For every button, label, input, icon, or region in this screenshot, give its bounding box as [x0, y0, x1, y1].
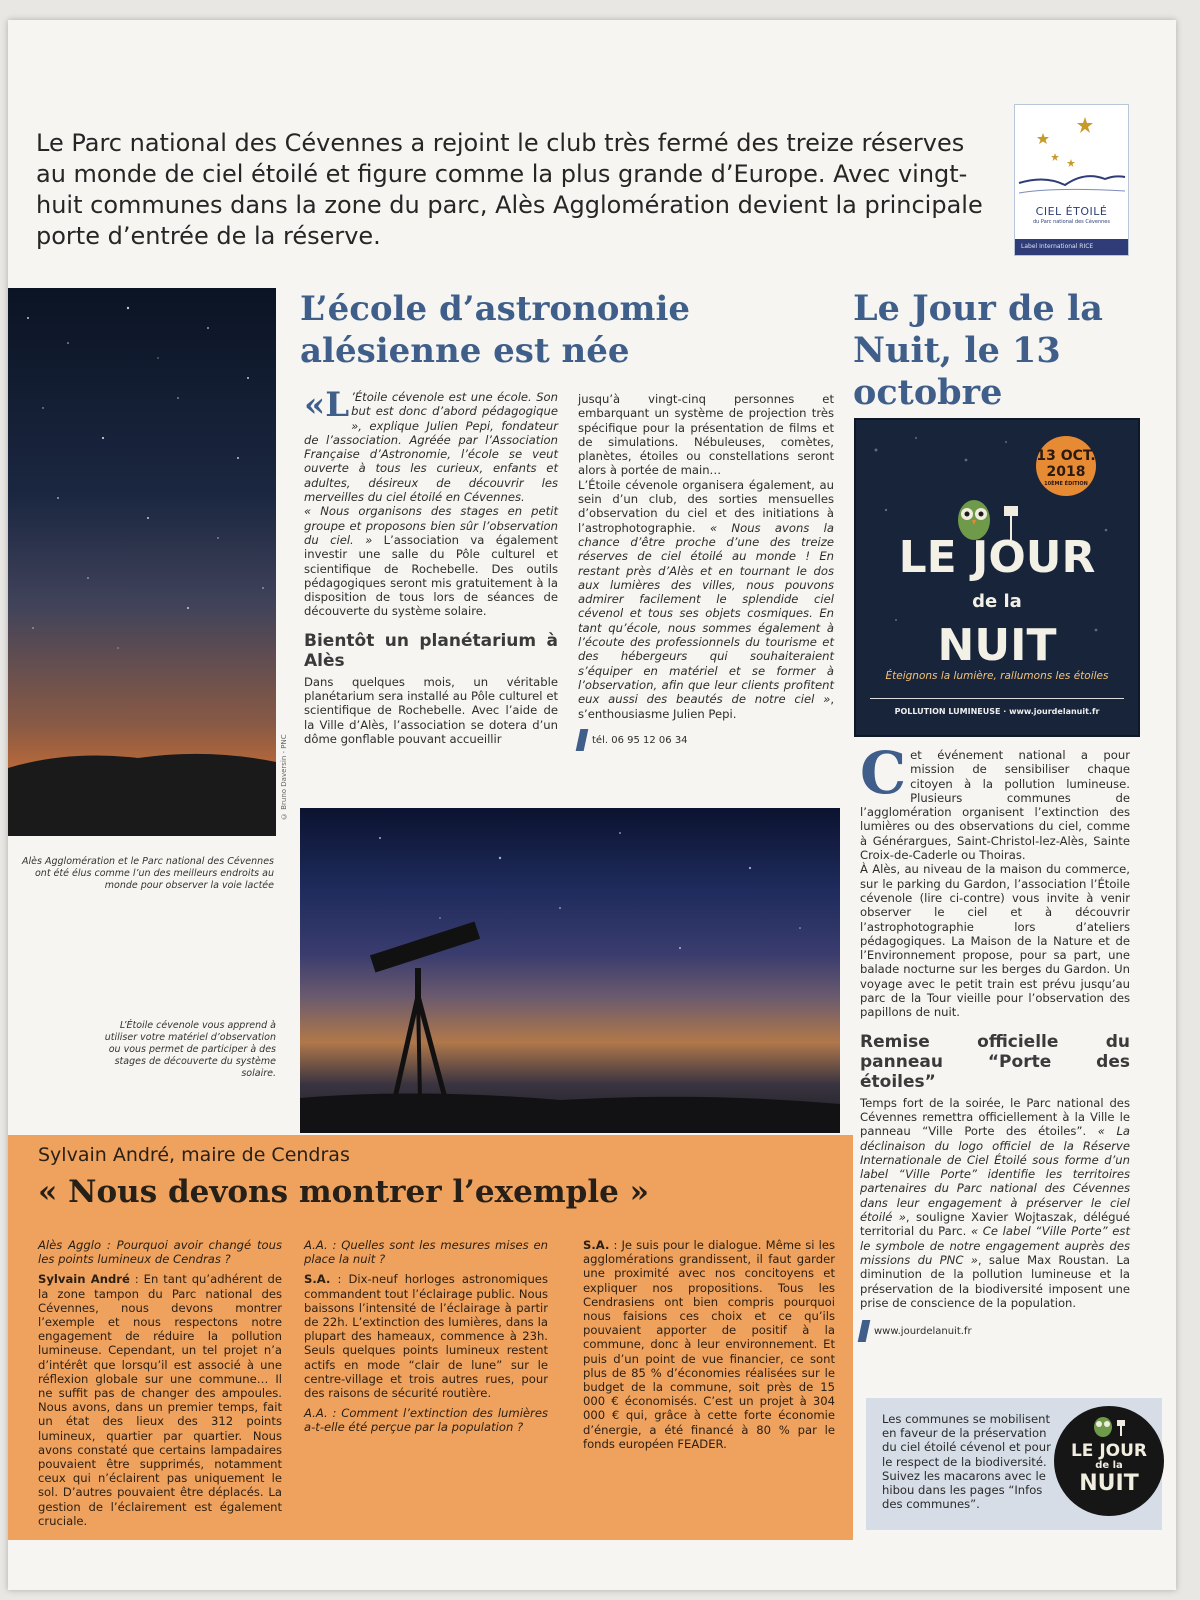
poster-title — [856, 532, 1138, 671]
telescope-caption: L’Étoile cévenole vous apprend à utiliser votre matériel d’observation ou vous permet de participer à des stages de découverte du système solaire. — [104, 1020, 276, 1079]
ecole-column-1 — [304, 385, 559, 746]
poster-title-line-3: NUIT — [937, 620, 1057, 671]
macaron-line-1: LE JOUR — [1070, 1441, 1148, 1461]
telescope-icon — [370, 921, 480, 1100]
jour-headline: Le Jour de la Nuit, le 13 octobre — [853, 288, 1103, 413]
jour-para-3: Temps fort de la soirée, le Parc national des Cévennes remettra officiellement à la Ville le panneau “Ville Porte des étoiles”. — [860, 1095, 1130, 1139]
ecole-headline: L’école d’astronomie alésienne est née — [300, 289, 690, 371]
interview-question-2: A.A. : Quelles sont les mesures mises en place la nuit ? — [304, 1238, 548, 1267]
logo-subtitle: du Parc national des Cévennes — [1033, 219, 1110, 225]
poster-tagline: Éteignons la lumière, rallumons les étoiles — [885, 670, 1109, 682]
ecole-para-4: jusqu’à vingt-cinq personnes et embarquant un système de projection très spécifique pour la présentation de films et de simulations. Nébuleuses, comètes, planètes, étoiles ou constellations seront alors à portée de main… — [578, 392, 834, 478]
star-icon — [1015, 105, 1128, 205]
jour-column — [860, 739, 1131, 1342]
macaron-line-2: de la — [1095, 1460, 1123, 1471]
interview-headline: « Nous devons montrer l’exemple » — [38, 1174, 649, 1210]
poster-footer: POLLUTION LUMINEUSE · www.jourdelanuit.fr — [870, 698, 1124, 725]
newspaper-page — [8, 20, 1176, 1590]
jour-dropcap: C — [860, 739, 907, 807]
ecole-para-1: ’Étoile cévenole est une école. Son but est donc d’abord pédagogique », explique Julien Pepi, fondateur de l’association. Agréée par l’Association Française d’Astronomie, l’école se veut ouverte à tous les curieux, enfants et adultes, désireux de découvrir les merveilles du ciel étoilé en Cévennes. — [304, 390, 558, 505]
poster-edition: 10ÈME ÉDITION — [1044, 481, 1088, 487]
interview-columns-1-2 — [38, 1238, 548, 1534]
interview-answer-1: : En tant qu’adhérent de la zone tampon du Parc national des Cévennes, nous devons montrer l’exemple et nous respectons notre engagement de réduire la pollution lumineuse. Cependant, un tel projet n’a d’intérêt que lorsqu’il est associé à une réflexion globale sur une commune… Il ne suffit pas de changer des ampoules. Nous avons, dans un premier temps, fait un état des lieux des 312 points lumineux, quartier par quartier. Nous avons constaté que certains lampadaires pouvaient être supprimés, notamment ceux qui n’éclairent pas uniquement le sol. D’autres pouvaient être déplacés. La gestion de l’éclairement est également cruciale. — [38, 1272, 282, 1528]
telescope-photo — [300, 808, 840, 1133]
communes-info-text: Les communes se mobilisent en faveur de la préservation du ciel étoilé cévenol et pour le respect de la biodiversité. Suivez les macarons avec le hibou dans les pages “Infos des communes”. — [882, 1412, 1051, 1512]
ciel-etoile-logo — [1014, 104, 1129, 256]
interview-column-3 — [583, 1238, 835, 1457]
ecole-column-2 — [578, 392, 834, 751]
interview-answer-3-lead: S.A. — [583, 1238, 610, 1252]
planetarium-subhead: Bientôt un planétarium à Alès — [304, 630, 558, 671]
logo-band: Label International RICE — [1015, 239, 1128, 255]
jour-para-3-end: , souligne Xavier Wojtaszak, délégué territorial du Parc. — [860, 1210, 1130, 1239]
web-marker-icon — [858, 1320, 871, 1342]
photo-left-caption: Alès Agglomération et le Parc national des Cévennes ont été élus comme l’un des meilleurs endroits au monde pour observer la voie lactée — [22, 856, 274, 891]
interview-answer-2-lead: S.A. — [304, 1272, 331, 1287]
poster-title-line-1: LE JOUR — [898, 532, 1096, 583]
poster-title-line-2: de la — [972, 591, 1022, 612]
ecole-para-2: L’association va également investir une salle du Pôle culturel et scientifique de Rochebelle. Des outils pédagogiques seront mis gratuitement à la disposition de tous lors de séances de découverte du système solaire. — [304, 532, 559, 619]
ecole-para-5-quote: « Nous avons la chance d’être proche d’une des treize réserves de ciel étoilé au monde ! En restant près d’Alès et en tournant le dos aux lumières des villes, nous pouvons admirer facilement le splendide ciel cévenol et tous ses objets cosmiques. En tant qu’école, nous sommes également à l’écoute des professionnels du tourisme et des hébergeurs qui souhaiteraient s’équiper en matériel et se former à l’observation, afin que leur clients profitent eux aussi des beautés de notre ciel » — [578, 520, 834, 707]
jour-de-la-nuit-macaron — [1054, 1406, 1164, 1516]
photo-credit: © Bruno Daversin - PNC — [280, 734, 288, 820]
poster-date: 13 OCT. 2018 — [1036, 448, 1096, 480]
poster-date-badge — [1036, 436, 1096, 496]
interview-answer-2: : Dix-neuf horloges astronomiques commandent tout l’éclairage public. Nous baissons l’intensité de l’éclairage à partir de 22h. L’extinction des lumières, dans la plupart des hameaux, commence à 23h. Seuls quelques points lumineux restent actifs en mode “clair de lune” sur le centre-village et trois autres rues, pour des raisons de sécurité routière. — [304, 1272, 548, 1401]
ecole-dropquote: «L — [304, 385, 350, 425]
jour-para-4-end: , salue Max Roustan. La diminution de la pollution lumineuse et la préservation de la biodiversité imposent une prise de conscience de la population. — [860, 1252, 1130, 1310]
intro-paragraph: Le Parc national des Cévennes a rejoint le club très fermé des treize réserves au monde de ciel étoilé et figure comme la plus grande d’Europe. Avec vingt-huit communes dans la zone du parc, Alès Agglomération devient la principale porte d’entrée de la réserve. — [36, 129, 983, 250]
communes-info-box — [866, 1398, 1162, 1530]
jour-para-2: À Alès, au niveau de la maison du commerce, sur le parking du Gardon, l’association l’Étoile cévenole (lire ci-contre) vous invite à venir observer le ciel et à découvrir l’astrophotographie lors d’ateliers pédagogiques. La Maison de la Nature et de l’Environnement propose, pour sa part, une balade nocturne sur les berges du Gardon. Un voyage avec le petit train est prévu jusqu’au parc de la Tour vieille pour l’observation des papillons de nuit. — [860, 862, 1130, 1020]
jour-de-la-nuit-poster — [854, 418, 1140, 737]
interview-answer-1-lead: Sylvain André — [38, 1272, 130, 1287]
ecole-para-5: L’Étoile cévenole organisera également, au sein d’un club, des sorties mensuelles d’observation du ciel et des initiations à l’astrophotographie. — [578, 477, 834, 535]
ecole-para-2-quote: « Nous organisons des stages en petit groupe et proposons bien sûr l’observation du ciel. » — [304, 504, 558, 547]
owl-icon — [1089, 1416, 1129, 1438]
ecole-phone: tél. 06 95 12 06 34 — [592, 734, 688, 746]
porte-etoiles-subhead: Remise officielle du panneau “Porte des étoiles” — [860, 1031, 1130, 1092]
interview-question-3: A.A. : Comment l’extinction des lumières a-t-elle été perçue par la population ? — [304, 1406, 548, 1435]
interview-answer-3: : Je suis pour le dialogue. Même si les agglomérations grandissent, il faut garder une proximité avec nos concitoyens et expliquer nos propositions. Tous les Cendrasiens ont bien compris pourquoi nous faisions ces choix et ce qu’ils pouvaient apporter de positif à la commune, donc à leur environnement. Et puis d’un point de vue financier, ce sont plus de 85 % d’économies réalisées sur le budget de la commune, soit près de 15 000 € économisés. C’est un projet à 304 000 € qui, grâce à cette forte économie d’énergie, a été financé à 80 % par le fonds européen FEADER. — [583, 1238, 835, 1451]
phone-marker-icon — [576, 729, 589, 751]
jour-website: www.jourdelanuit.fr — [874, 1326, 972, 1338]
jour-para-3-quote: « La déclinaison du logo officiel de la Réserve Internationale de Ciel Étoilé sous forme d’un label “Ville Porte” identifie les territoires partenaires du Parc national des Cévennes dans leur engagement à préserver le ciel étoilé » — [860, 1124, 1131, 1225]
ecole-para-5-end: , s’enthousiasme Julien Pepi. — [578, 692, 834, 721]
logo-title: CIEL ÉTOILÉ — [1035, 205, 1108, 218]
jour-para-4-quote: « Ce label “Ville Porte” est le symbole de notre engagement auprès des missions du PNC » — [860, 1224, 1131, 1267]
jour-para-1: et événement national a pour mission de sensibiliser chaque citoyen à la pollution lumineuse. Plusieurs communes de l’agglomération organisent l’extinction des lumières ou des observations du ciel, comme à Générargues, Saint-Christol-lez-Alès, Sainte Croix-de-Caderle ou Thoiras. — [860, 748, 1130, 863]
interview-byline: Sylvain André, maire de Cendras — [38, 1144, 350, 1166]
interview-question-1: Alès Agglo : Pourquoi avoir changé tous les points lumineux de Cendras ? — [38, 1238, 282, 1267]
macaron-line-3: NUIT — [1079, 1471, 1139, 1496]
milky-way-photo — [8, 288, 276, 836]
ecole-para-3: Dans quelques mois, un véritable planétarium sera installé au Pôle culturel et scientifique de Rochebelle. Avec l’aide de la Ville d’Alès, l’association se dotera d’un dôme gonflable pouvant accueillir — [304, 674, 558, 746]
